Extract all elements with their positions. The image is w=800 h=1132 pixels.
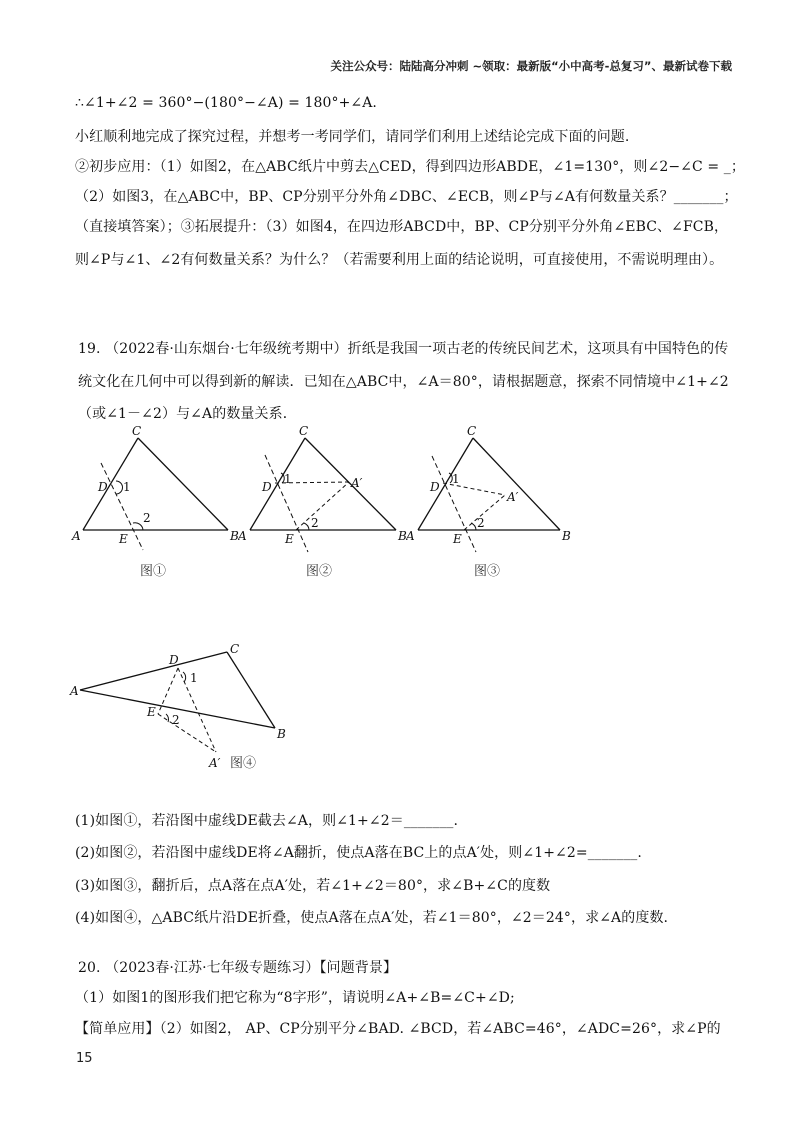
fig1-label-e: E (119, 532, 128, 546)
fig3-label-d: D (430, 480, 440, 494)
fig2-caption: 图② (306, 564, 333, 579)
fig2-angle-2-arc (304, 523, 309, 530)
figure-2 (238, 425, 408, 555)
figure-3 (406, 425, 576, 555)
q19-line: 统文化在几何中可以得到新的解读．已知在△ABC中，∠A＝80°，请根据题意，探索不同情境中∠1+∠2 (78, 374, 729, 390)
q19-part-2: (2)如图②，若沿图中虚线DE将∠A翻折，使点A落在BC上的点A′处，则∠1+∠2=_______. (75, 845, 642, 861)
fig4-label-b: B (277, 727, 286, 741)
fig3-side-ac (418, 438, 473, 530)
q20-line: 20. （2023春·江苏·七年级专题练习）【问题背景】 (78, 960, 398, 976)
q19-part-3: (3)如图③，翻折后，点A落在点A′处，若∠1+∠2＝80°，求∠B+∠C的度数 (75, 878, 551, 894)
fig2-label-b: B (398, 529, 407, 543)
fig3-side-cb (473, 438, 560, 530)
fig3-angle-2-arc (471, 523, 476, 530)
fig3-caption: 图③ (474, 564, 501, 579)
q20-line: （1）如图1的图形我们把它称为“8字形”，请说明∠A+∠B=∠C+∠D; (75, 990, 515, 1006)
fig4-caption: 图④ (230, 756, 257, 771)
fig4-label-d: D (169, 653, 179, 667)
text-line: ②初步应用：（1）如图2，在△ABC纸片中剪去△CED，得到四边形ABDE，∠1=130°，则∠2−∠C = _； (75, 159, 745, 175)
fig2-label-a-prime: A′ (351, 476, 363, 490)
fig4-label-a-prime: A′ (209, 756, 221, 770)
fig1-label-1: 1 (123, 480, 131, 494)
fig1-label-a: A (72, 529, 81, 543)
fig3-label-a: A (406, 529, 415, 543)
text-line: （2）如图3，在△ABC中，BP、CP分别平分外角∠DBC、∠ECB，则∠P与∠A有何数量关系？_______； (75, 189, 738, 205)
q19-part-1: (1)如图①，若沿图中虚线DE截去∠A，则∠1+∠2＝_______. (75, 813, 459, 829)
fig2-label-e: E (285, 532, 294, 546)
text-line: 则∠P与∠1、∠2有何数量关系？为什么？（若需要利用上面的结论说明，可直接使用，不需说明理由）。 (75, 252, 724, 268)
fig1-angle-2-arc (133, 523, 143, 530)
figure-1 (70, 425, 240, 555)
page-header: 关注公众号：陆陆高分冲刺 ~领取：最新版“小中高考-总复习”、最新试卷下载 (330, 59, 732, 73)
fig1-angle-1-arc (116, 481, 123, 494)
page-number: 15 (76, 1051, 93, 1066)
q19-part-4: (4)如图④，△ABC纸片沿DE折叠，使点A落在点A′处，若∠1＝80°，∠2＝24°，求∠A的度数. (75, 910, 669, 926)
fig4-label-1: 1 (190, 671, 198, 685)
fig4-label-c: C (230, 642, 240, 656)
figure-4 (68, 640, 298, 780)
fig4-label-e: E (147, 705, 156, 719)
fig3-label-c: C (467, 425, 477, 438)
fig4-side-ac (80, 652, 227, 690)
fig2-label-2: 2 (311, 516, 319, 530)
fig2-side-ac (250, 438, 305, 530)
fig4-label-a: A (70, 684, 79, 698)
fig1-label-2: 2 (143, 511, 151, 525)
fig1-label-d: D (98, 480, 108, 494)
fig1-caption: 图① (140, 564, 167, 579)
fig4-angle-2-arc (166, 714, 169, 722)
fig3-label-e: E (453, 532, 462, 546)
fig2-label-c: C (299, 425, 309, 438)
fig3-label-b: B (562, 529, 571, 543)
fig1-side-cb (138, 438, 228, 530)
formula-line: ∴∠1+∠2 = 360°−(180°−∠A) = 180°+∠A. (75, 95, 377, 111)
text-line: （直接填答案）；③拓展提升：（3）如图4，在四边形ABCD中，BP、CP分别平分外角∠EBC、∠FCB， (75, 219, 729, 235)
q20-line: 【简单应用】（2）如图2， AP、CP分别平分∠BAD. ∠BCD，若∠ABC=46°，∠ADC=26°，求∠P的 (75, 1021, 721, 1037)
fig1-label-b: B (230, 529, 239, 543)
q19-line: （或∠1－∠2）与∠A的数量关系． (78, 406, 297, 422)
fig3-label-2: 2 (477, 516, 485, 530)
fig3-label-1: 1 (452, 472, 460, 486)
fig4-angle-1-arc (183, 672, 186, 682)
text-line: 小红顺利地完成了探究过程，并想考一考同学们，请同学们利用上述结论完成下面的问题. (75, 129, 630, 145)
fig2-label-d: D (262, 480, 272, 494)
fig4-side-cb (227, 652, 275, 728)
fig3-label-a-prime: A′ (507, 490, 519, 504)
fig2-label-a: A (238, 529, 247, 543)
fig2-label-1: 1 (284, 472, 292, 486)
q19-line: 19. （2022春·山东烟台·七年级统考期中）折纸是我国一项古老的传统民间艺术，这项具有中国特色的传 (78, 341, 729, 357)
fig1-label-c: C (132, 425, 142, 438)
fig2-ea-prime (296, 482, 349, 530)
fig4-label-2: 2 (172, 713, 180, 727)
